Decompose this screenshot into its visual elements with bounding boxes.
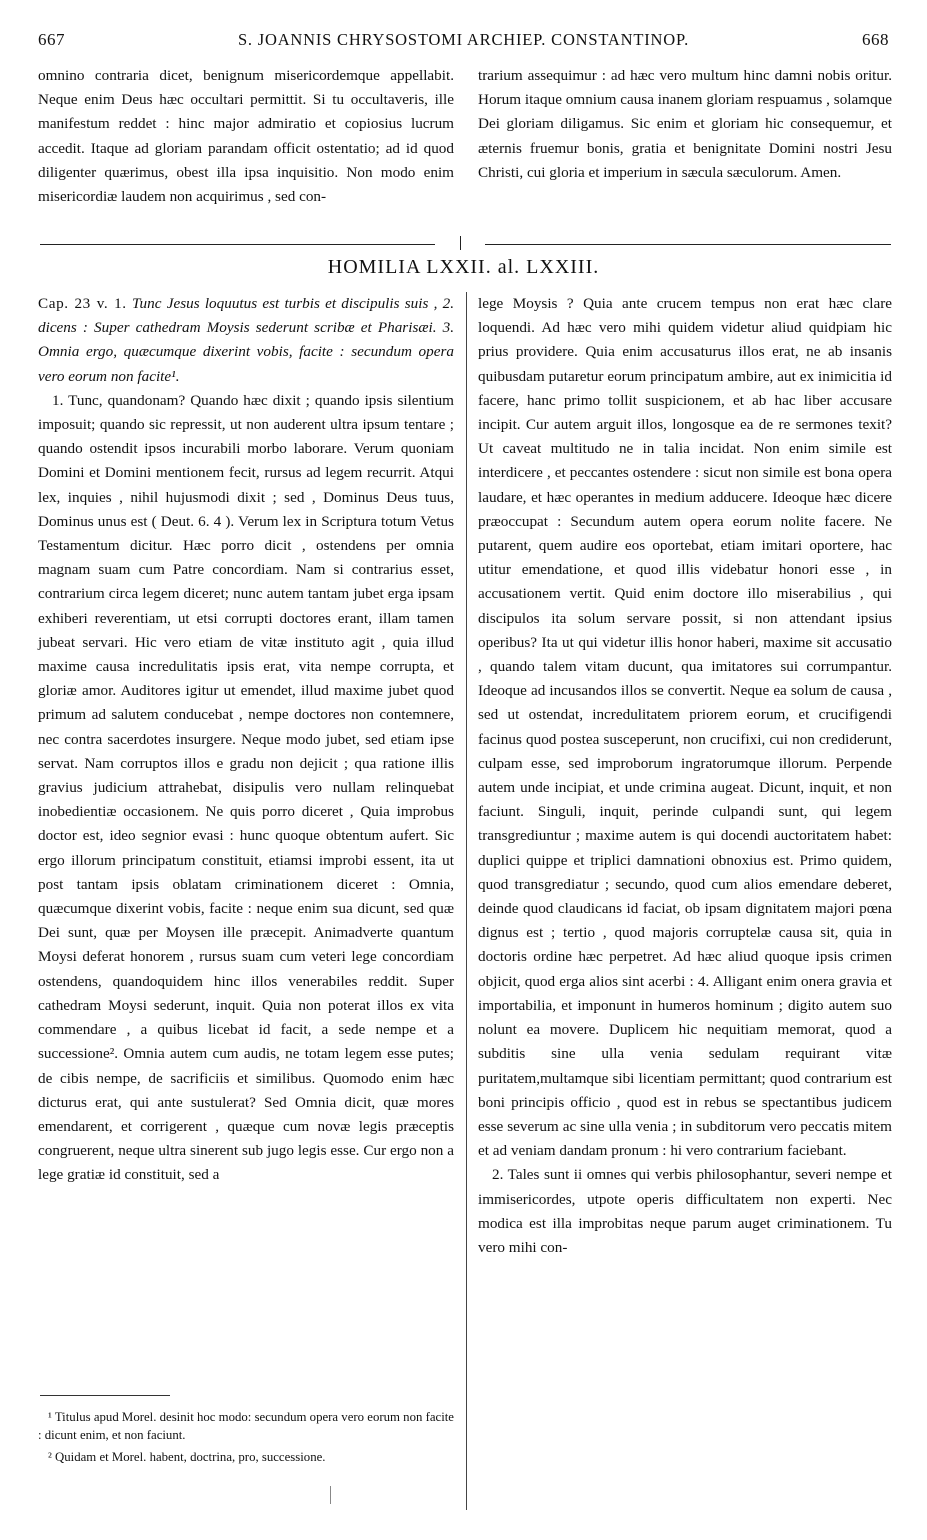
top-right-paragraph: trarium assequimur : ad hæc vero multum hinc damni nobis oritur. Horum itaque omnium causa inanem gloriam respuamus , solamque Dei gloriam diligamus. Sic enim et gloriam hic consequemur, et æternis fruemur bonis, gratia et benignitate Domini nostri Jesu Christi, cui gloria et imperium in sæcula sæculorum. Amen. (478, 67, 892, 181)
section-rule-right (485, 244, 891, 245)
main-left-column (38, 292, 454, 1188)
top-left-paragraph: omnino contraria dicet, benignum misericordemque appellabit. Neque enim Deus hæc occultari permittit. Si tu occultaveris, ille manifestum reddet : hinc major admiratio et copiosius lucrum accedit. Itaque ad gloriam parandam officit ostentatio; ad id quod diligenter quærimus, obest illa ipsa inquisitio. Non modo enim misericordiæ laudem non acquirimus , sed con- (38, 67, 454, 206)
footnote-1: ¹ Titulus apud Morel. desinit hoc modo: secundum opera vero eorum non facite : dicunt enim, et non faciunt. (38, 1410, 454, 1442)
page-number-left: 667 (38, 30, 65, 49)
top-right-column (478, 64, 892, 185)
footnotes (38, 1408, 454, 1470)
homily-title: HOMILIA LXXII. al. LXXIII. (327, 256, 600, 278)
caput-text: Tunc Jesus loquutus est turbis et discipulis suis , 2. dicens : Super cathedram Moysis sederunt scribæ et Pharisæi. 3. Omnia ergo, quæcumque dixerint vobis, facite : secundum opera vero eorum non facite¹. (38, 295, 455, 385)
caput-verse (38, 292, 454, 389)
main-right-column (478, 292, 892, 1260)
footer-mark (330, 1486, 331, 1504)
section-rule-tick (460, 236, 461, 250)
column-divider (466, 292, 467, 1510)
left-paragraph: 1. Tunc, quandonam? Quando hæc dixit ; quando ipsis silentium imposuit; quando sic repressit, ut non auderent ultra ipsum tentare ; quando ostendit ipsos incurabili morbo laborare. Verum quoniam Domini et Domini mentionem fecit, rursus ad legem recurrit. Atqui lex, inquies , nihil hujusmodi dixit ; sed , Dominus Deus tuus, Dominus unus est ( Deut. 6. 4 ). Verum lex in Scriptura totum Vetus Testamentum dicitur. Hæc porro dicit , ostendens per omnia magnam suam cum Patre concordiam. Nam si contrarius esset, contrarium circa legem diceret; nunc autem tantam jubet erga ipsam exhiberi reverentiam, ut etsi corrupti doctores erant, illam tamen jubeat servari. Hic vero etiam de vitæ instituto agit , quia illud maxime causa incredulitatis ipsis erat, vita nempe corrupta, et gloriæ amor. Auditores igitur ut emendet, illud maxime jubet quod primum ad salutem conducebat , nempe doctores non contemnere, nec contra sacerdotes insurgere. Neque modo jubet, sed etiam ipse servat. Nam corruptos illos e gradu non dejicit ; qua ratione illis gravius judicium attrahebat, disipulis vero nullam relinquebat inobedientiæ occasionem. Ne quis porro diceret , Quia improbus doctor est, ideo segnior evasi : hunc quoque obtentum aufert. Sic ergo illorum principatum constituit, etiamsi improbi essent, ita ut post tantam ipsis oblatam criminationem diceret : Omnia, quæcumque dixerint vobis, facite : neque enim sua dicunt, sed quæ Dei sunt, quæ per Moysen ille præcepit. Animadverte quantum Moysi deferat honorem , rursus suam cum veteri lege concordiam ostendens, quandoquidem hinc illos venerabiles reddit. Super cathedram Moysi sederunt, inquit. Quia non poterat illos ex vita commendare , a quibus licebat id facit, a sede nempe et a successione². Omnia autem cum audis, ne totam legem esse putes; de cibis nempe, de sacrificiis et similibus. Quomodo enim hæc dicturus erat, qui ante sustulerat? Sed Omnia dicit, quæ mores emendarent, et corrigerent , quæque cum novæ legis præceptis congruerent, neque ultra sinerent sub jugo legis esse. Cur ergo non a lege gratiæ id constituit, sed a (38, 391, 454, 1184)
right-paragraph-2: 2. Tales sunt ii omnes qui verbis philosophantur, severi nempe et immisericordes, utpote operis difficultatem non experti. Nec modica est illa improbitas neque parum auget criminationem. Tu vero mihi con- (478, 1166, 892, 1256)
top-left-column (38, 64, 454, 209)
page-number-right: 668 (861, 30, 889, 49)
running-head (38, 30, 889, 56)
running-title: S. JOANNIS CHRYSOSTOMI ARCHIEP. CONSTANTINOP. (237, 30, 690, 49)
section-rule-left (40, 244, 435, 245)
footnote-2: ² Quidam et Morel. habent, doctrina, pro, successione. (48, 1450, 326, 1464)
right-paragraph-1: lege Moysis ? Quia ante crucem tempus non erat hæc clare loquendi. Ad hæc vero mihi quidem videtur aliud quidpiam hic prius providere. Quia enim accusaturus illos erat, ne ab insanis quibusdam putaretur eorum principatum ambire, aut ex inimicitia id facere, hanc primo tollit suspicionem, et ab hac liber accusare incipit. Cur autem arguit illos, longosque ea de re sermones texit? Ut caveat multitudo ne in talia incidat. Non enim simile est interdicere , et peccantes ostendere : sicut non simile est bona opera laudare, et hæc operantes in medium adducere. Ideoque hæc dicere præoccupat : Secundum autem opera eorum nolite facere. Ne putarent, quem audire eos oportebat, etiam imitari oportere, hac utitur emendatione, et quod illis videbatur honori esse , in accusationem vertit. Quid enim doctore illo miserabilius , qui discipulos ita solum servare possit, si non attendant ipsius operibus? Ita ut qui videtur illis honor haberi, maxime sit accusatio , quando talem vitam ducunt, qua imitatores sui corrumpantur. Ideoque ad incusandos illos se convertit. Neque ea solum de causa , sed ut ostendat, incredulitatem priorem eorum, et crucifigendi facinus quod postea susceperunt, non crucifixi, cui non crediderunt, culpam esse, sed improborum ingratorumque illorum. Perpende autem unde incipiat, et unde crimina augeat. Dicunt, inquit, et non faciunt. Singuli, inquit, perinde culpandi sunt, qui legem transgrediuntur ; maxime autem is qui docendi auctoritatem habet: duplici quippe et triplici damnationi obnoxius est. Primo quidem, quod transgrediatur ; secundo, quod cum alios emendare deberet, deinde quod claudicans id faciat, ob ipsam dignitatem majori pœna dignus est ; tertio , quod majoris corruptelæ causa sit, quia in doctoris ordine hæc perpetret. Ad hæc aliud quoque ipsis crimen objicit, quod erga alios sint acerbi : 4. Alligant enim onera gravia et importabilia, et imponunt in humeros hominum ; digito autem suo nolunt ea movere. Duplicem hic nequitiam memorat, quod a subditis sine ulla venia sedulam requirant vitæ puritatem,multamque sibi licentiam permittant; quod contrarium est boni principis officio , quod est in rebus se spectantibus judicem esse severum ac sine ulla venia ; in subditorum vero peccatis mitem et ad veniam dandam pronum : hi vero contrarium faciebant. (478, 295, 892, 1160)
caput-prefix: Cap. 23 v. 1. (38, 295, 127, 312)
footnote-rule (40, 1395, 170, 1396)
